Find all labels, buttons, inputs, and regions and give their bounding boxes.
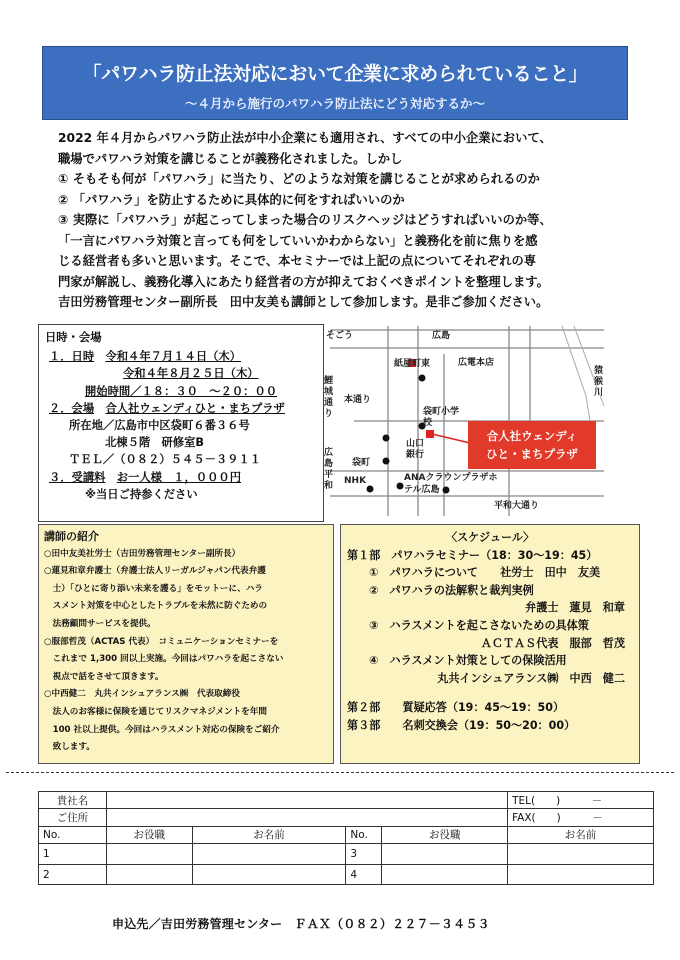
- venue-callout-line: ひと・まちプラザ: [486, 447, 578, 461]
- seminar-subtitle: ～４月から施行のパワハラ防止法にどう対応するか～: [184, 96, 485, 111]
- row-number: 1: [39, 844, 107, 865]
- schedule-part1: 第１部 パワハラセミナー（18：30～19：45）: [347, 548, 598, 562]
- schedule-speaker: ＡＣＴＡＳ代表 服部 哲茂: [480, 636, 625, 650]
- company-label: 貴社名: [39, 792, 107, 809]
- lecturer-line: 法人のお客様に保険を通じてリスクマネジメントを年間: [44, 706, 268, 717]
- name-field[interactable]: [508, 864, 654, 885]
- schedule-item: ④ ハラスメント対策としての保険活用: [369, 654, 567, 668]
- floor: 北棟５階 研修室B: [105, 436, 204, 450]
- venue-pointer: [432, 434, 470, 443]
- no-header: No.: [346, 826, 382, 843]
- intro-text: [58, 128, 624, 313]
- cut-line: [6, 772, 674, 773]
- name-header: お名前: [508, 826, 654, 843]
- time: 開始時間／１８：３０ ～２０：００: [85, 384, 278, 398]
- date-2-row: [45, 365, 317, 382]
- position-field[interactable]: [382, 844, 508, 865]
- venue-label: ２．会場: [48, 401, 95, 415]
- position-header: お役職: [106, 826, 192, 843]
- date-row: [45, 348, 317, 365]
- address: 所在地／広島市中区袋町６番３６号: [69, 419, 250, 433]
- venue-row: [45, 400, 317, 417]
- lecturer-line: ○中西健二 丸共インシュアランス㈱ 代表取締役: [44, 689, 240, 700]
- intro-line: ① そもそも何が「パワハラ」に当たり、どのような対策を講じることが求められるのか: [58, 172, 540, 186]
- map-label: NHK: [344, 476, 367, 486]
- schedule-part3: 第３部 名刺交換会（19：50～20：00）: [347, 718, 576, 732]
- map-label: ANAクラウンプラザホテル広島: [404, 473, 498, 495]
- lecturer-line: 視点で話をさせて頂きます。: [44, 671, 164, 682]
- schedule-heading: 〈スケジュール〉: [445, 531, 535, 544]
- company-field[interactable]: [106, 792, 507, 809]
- map-label: 袋町: [352, 458, 371, 468]
- position-field[interactable]: [106, 844, 192, 865]
- fee: お一人様 １，０００円: [116, 470, 242, 484]
- intro-line: ② 「パワハラ」を防止するために具体的に何をすればいいのか: [58, 192, 405, 207]
- application-destination: 申込先／吉田労務管理センター ＦＡＸ（０８２）２２７－３４５３: [112, 917, 490, 931]
- address-label: ご住所: [39, 809, 107, 826]
- info-heading: 日時・会場: [45, 331, 102, 344]
- venue-name: 合人社ウェンディひと・まちプラザ: [105, 401, 285, 415]
- schedule-speaker: 弁護士 蓮見 和章: [525, 601, 625, 615]
- intro-line: 門家が解説し、義務化導入にあたり経営者の方が抑えておくべきポイントを整理します。: [58, 274, 549, 289]
- lecturer-line: これまで 1,300 回以上実施。今回はパワハラを起こさない: [44, 654, 284, 665]
- application-form: [38, 791, 654, 885]
- lecturer-line: スメント対策を中心としたトラブルを未然に防ぐための: [44, 601, 268, 612]
- schedule-part2: 第２部 質疑応答（19：45～19：50）: [347, 701, 565, 715]
- lecturer-line: 100 社以上提供。今回はハラスメント対応の保険をご紹介: [44, 724, 280, 735]
- venue-callout-line: 合人社ウェンディ: [486, 429, 578, 443]
- fee-row: [45, 469, 317, 486]
- name-field[interactable]: [192, 864, 346, 885]
- map-label: 袋町小学校: [423, 407, 460, 428]
- position-field[interactable]: [382, 864, 508, 885]
- name-field[interactable]: [192, 844, 346, 865]
- position-header: お役職: [382, 826, 508, 843]
- map-label: 平和大通り: [494, 501, 540, 511]
- fax-field[interactable]: FAX( ) －: [508, 809, 654, 826]
- intro-line: じる経営者も多いと思います。そこで、本セミナーでは上記の点についてそれぞれの専: [58, 254, 537, 268]
- schedule-item: ② パワハラの法解釈と裁判実例: [369, 583, 534, 597]
- lecturer-box: [38, 524, 334, 764]
- fee-note: ※当日ご持参ください: [85, 487, 198, 501]
- map-label: 猿猴川: [594, 366, 604, 398]
- seminar-title: 「パワハラ防止法対応において企業に求められていること」: [82, 63, 588, 85]
- map-label: 広電本店: [458, 358, 495, 368]
- row-number: 2: [39, 864, 107, 885]
- lecturer-line: 致します。: [44, 742, 95, 753]
- map-label: 本通り: [344, 395, 372, 405]
- map-label: 広島: [432, 331, 451, 341]
- fee-label: ３．受講料: [48, 470, 106, 484]
- map-label: 鯉城通り: [324, 376, 334, 419]
- intro-line: 吉田労務管理センター副所長 田中友美も講師として参加します。是非ご参加ください。: [58, 295, 549, 309]
- schedule-speaker: 丸共インシュアランス㈱ 中西 健二: [437, 671, 625, 685]
- lecturer-line: 法務顧問サービスを提供。: [44, 618, 156, 629]
- address-field[interactable]: [106, 809, 507, 826]
- map-label: 広島平和: [324, 448, 334, 491]
- name-field[interactable]: [508, 844, 654, 865]
- date-label: １．日時: [48, 350, 95, 364]
- lecturer-line: 士）「ひとに寄り添い未来を護る」をモットーに、ハラ: [44, 583, 263, 594]
- lecturer-line: ○服部哲茂（ACTAS 代表） コミュニケーションセミナーを: [44, 636, 279, 647]
- intro-line: 2022 年４月からパワハラ防止法が中小企業にも適用され、すべての中小企業において、: [58, 131, 552, 145]
- no-header: No.: [39, 826, 107, 843]
- date-2: 令和４年８月２５日（木）: [123, 367, 259, 381]
- map-label: 山口銀行: [406, 439, 425, 460]
- lecturer-heading: 講師の紹介: [44, 530, 99, 543]
- intro-line: ③ 実際に「パワハラ」が起こってしまった場合のリスクヘッジはどうすればいいのか等、: [58, 213, 552, 227]
- lecturer-line: ○蓮見和章弁護士（弁護士法人リーガルジャパン代表弁護: [44, 566, 266, 577]
- position-field[interactable]: [106, 864, 192, 885]
- row-number: 4: [346, 864, 382, 885]
- venue-callout: [468, 421, 596, 469]
- lecturer-line: ○田中友美社労士（吉田労務管理センター副所長）: [44, 548, 241, 559]
- schedule-item: ③ ハラスメントを起こさないための具体策: [369, 618, 589, 632]
- seminar-header: [42, 46, 628, 120]
- map-label: 紙屋町東: [394, 359, 431, 369]
- row-number: 3: [346, 844, 382, 865]
- schedule-box: [340, 524, 640, 764]
- name-header: お名前: [192, 826, 346, 843]
- tel: ＴＥＬ／（０８２）５４５－３９１１: [69, 453, 262, 467]
- tel-field[interactable]: TEL( ) －: [508, 792, 654, 809]
- event-info-box: [38, 324, 324, 522]
- map-label: そごう: [326, 331, 354, 341]
- date-1: 令和４年７月１４日（木）: [105, 350, 242, 364]
- intro-line: 「一言にパワハラ対策と言っても何をしていいかわからない」と義務化を前に焦りを感: [58, 233, 538, 248]
- intro-line: 職場でパワハラ対策を講じることが義務化されました。しかし: [58, 151, 403, 166]
- schedule-item: ① パワハラについて 社労士 田中 友美: [369, 566, 601, 580]
